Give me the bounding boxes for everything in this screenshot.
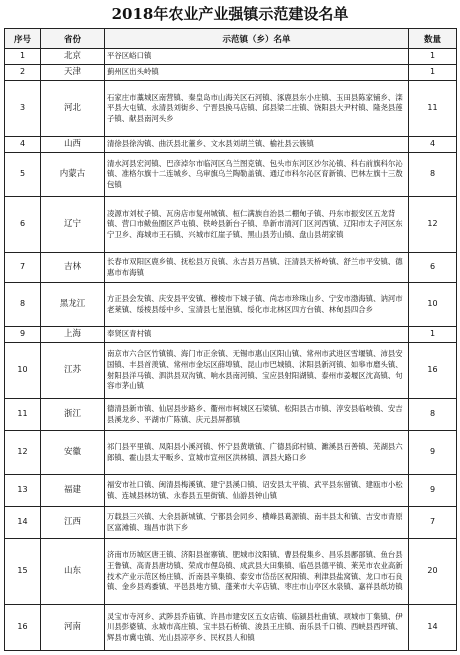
row-number: 14	[5, 507, 41, 539]
row-count: 12	[409, 197, 457, 253]
town-list-table	[4, 28, 457, 651]
row-province: 辽宁	[41, 197, 105, 253]
table-row	[5, 283, 457, 327]
row-count: 14	[409, 605, 457, 651]
row-province: 吉林	[41, 253, 105, 283]
row-province: 浙江	[41, 399, 105, 431]
row-count: 10	[409, 283, 457, 327]
row-towns: 蓟州区出头岭镇	[105, 65, 409, 81]
table-row	[5, 137, 457, 153]
table-row	[5, 65, 457, 81]
row-count: 9	[409, 475, 457, 507]
table-row	[5, 153, 457, 197]
row-province: 山东	[41, 539, 105, 605]
table-row	[5, 399, 457, 431]
row-number: 8	[5, 283, 41, 327]
row-number: 9	[5, 327, 41, 343]
table-row	[5, 81, 457, 137]
column-header-towns: 示范镇（乡）名单	[105, 29, 409, 49]
row-province: 山西	[41, 137, 105, 153]
row-province: 福建	[41, 475, 105, 507]
table-row	[5, 475, 457, 507]
table-header-row	[5, 29, 457, 49]
column-header-no: 序号	[5, 29, 41, 49]
row-count: 4	[409, 137, 457, 153]
row-number: 4	[5, 137, 41, 153]
table-row	[5, 253, 457, 283]
table-row	[5, 343, 457, 399]
table-row	[5, 197, 457, 253]
row-province: 安徽	[41, 431, 105, 475]
row-count: 1	[409, 327, 457, 343]
table-row	[5, 49, 457, 65]
row-number: 3	[5, 81, 41, 137]
row-towns: 万载县三兴镇、大余县新城镇、宁都县会同乡、横峰县葛源镇、南丰县太和镇、吉安市青原区富滩镇、瑞昌市洪下乡	[105, 507, 409, 539]
row-count: 16	[409, 343, 457, 399]
row-number: 5	[5, 153, 41, 197]
table-row	[5, 507, 457, 539]
row-province: 内蒙古	[41, 153, 105, 197]
row-province: 河北	[41, 81, 105, 137]
row-number: 11	[5, 399, 41, 431]
row-towns: 奉贤区青村镇	[105, 327, 409, 343]
row-number: 10	[5, 343, 41, 399]
row-count: 11	[409, 81, 457, 137]
row-province: 江苏	[41, 343, 105, 399]
row-number: 16	[5, 605, 41, 651]
page-title: 2018年农业产业强镇示范建设名单	[111, 5, 349, 23]
row-towns: 清水河县宏河镇、巴彦淖尔市临河区乌兰图克镇、包头市东河区沙尔沁镇、科右前旗科尔沁镇、准格尔旗十二连城乡、乌审旗乌兰陶勒盖镇、通辽市科尔沁区育新镇、巴林左旗十三敖包镇	[105, 153, 409, 197]
row-number: 2	[5, 65, 41, 81]
table-row	[5, 327, 457, 343]
row-number: 12	[5, 431, 41, 475]
row-number: 7	[5, 253, 41, 283]
row-count: 6	[409, 253, 457, 283]
row-count: 9	[409, 431, 457, 475]
row-province: 河南	[41, 605, 105, 651]
row-towns: 德清县新市镇、仙居县步路乡、衢州市柯城区石梁镇、松阳县古市镇、淳安县临岐镇、安吉县溪龙乡、平湖市广陈镇、庆元县屏都镇	[105, 399, 409, 431]
row-number: 15	[5, 539, 41, 605]
column-header-count: 数量	[409, 29, 457, 49]
row-towns: 清徐县徐沟镇、曲沃县北董乡、文水县刘胡兰镇、榆社县云簇镇	[105, 137, 409, 153]
row-towns: 长春市双阳区鹿乡镇、抚松县万良镇、永吉县万昌镇、汪清县天桥岭镇、舒兰市平安镇、德惠市布海镇	[105, 253, 409, 283]
row-count: 8	[409, 399, 457, 431]
row-province: 黑龙江	[41, 283, 105, 327]
row-towns: 平谷区峪口镇	[105, 49, 409, 65]
row-towns: 凌源市刘杖子镇、瓦房店市复州城镇、桓仁满族自治县二棚甸子镇、丹东市振安区五龙背镇、营口市鲅鱼圈区芦屯镇、铁岭县新台子镇、阜新市清河门区河西镇、辽阳市太子河区东宁卫乡、海城市王石镇、兴城市红崖子镇、黑山县芳山镇、盘山县胡家镇	[105, 197, 409, 253]
row-province: 天津	[41, 65, 105, 81]
column-header-province: 省份	[41, 29, 105, 49]
row-towns: 灵宝市寺河乡、武陟县乔庙镇、许昌市建安区五女店镇、临颍县杜曲镇、项城市丁集镇、伊川县彭婆镇、永城市高庄镇、宝丰县石桥镇、浚县王庄镇、南乐县千口镇、西峡县西坪镇、辉县市冀屯镇、光山县凉亭乡、民权县人和镇	[105, 605, 409, 651]
row-towns: 祁门县平里镇、凤阳县小溪河镇、怀宁县黄墩镇、广德县邱村镇、濉溪县百善镇、芜湖县六郎镇、霍山县太平畈乡、宣城市宣州区洪林镇、泗县大路口乡	[105, 431, 409, 475]
table-row	[5, 605, 457, 651]
row-towns: 石家庄市藁城区南营镇、秦皇岛市山海关区石河镇、涿鹿县东小庄镇、玉田县陈家铺乡、滦平县大屯镇、永清县刘街乡、宁晋县换马店镇、邱县梁二庄镇、饶阳县大尹村镇、隆尧县莲子镇、献县南河头乡	[105, 81, 409, 137]
row-province: 上海	[41, 327, 105, 343]
row-province: 江西	[41, 507, 105, 539]
row-count: 8	[409, 153, 457, 197]
row-count: 20	[409, 539, 457, 605]
row-province: 北京	[41, 49, 105, 65]
row-towns: 方正县会发镇、庆安县平安镇、穆棱市下城子镇、尚志市珍珠山乡、宁安市渤海镇、讷河市老莱镇、绥棱县绥中乡、宝清县七星泡镇、绥化市北林区四方台镇、林甸县四合乡	[105, 283, 409, 327]
table-row	[5, 539, 457, 605]
row-count: 7	[409, 507, 457, 539]
row-towns: 福安市社口镇、闽清县梅溪镇、建宁县溪口镇、诏安县太平镇、武平县东留镇、建瓯市小松镇、连城县林坊镇、永春县五里街镇、仙游县钟山镇	[105, 475, 409, 507]
row-number: 1	[5, 49, 41, 65]
row-towns: 南京市六合区竹镇镇、海门市正余镇、无锡市惠山区阳山镇、常州市武进区雪堰镇、沛县安国镇、丰县首羡镇、常州市金坛区薛埠镇、昆山市巴城镇、沭阳县新河镇、如皋市磨头镇、射阳县洋马镇、泗洪县双沟镇、响水县南河镇、宝应县射阳湖镇、泰州市姜堰区沈高镇、句容市茅山镇	[105, 343, 409, 399]
row-number: 6	[5, 197, 41, 253]
row-number: 13	[5, 475, 41, 507]
row-towns: 济南市历城区唐王镇、济阳县崔寨镇、肥城市汶阳镇、曹县倪集乡、昌乐县鄌郚镇、鱼台县王鲁镇、高青县唐坊镇、荣成市俚岛镇、成武县大田集镇、临邑县德平镇、莱芜市农业高新技术产业示范区杨庄镇、沂南县辛集镇、泰安市岱岳区祝阳镇、利津县盐窝镇、龙口市石良镇、金乡县鸡黍镇、平邑县地方镇、蓬莱市大辛店镇、枣庄市山亭区水泉镇、嘉祥县纸坊镇	[105, 539, 409, 605]
row-count: 1	[409, 49, 457, 65]
table-row	[5, 431, 457, 475]
row-count: 1	[409, 65, 457, 81]
